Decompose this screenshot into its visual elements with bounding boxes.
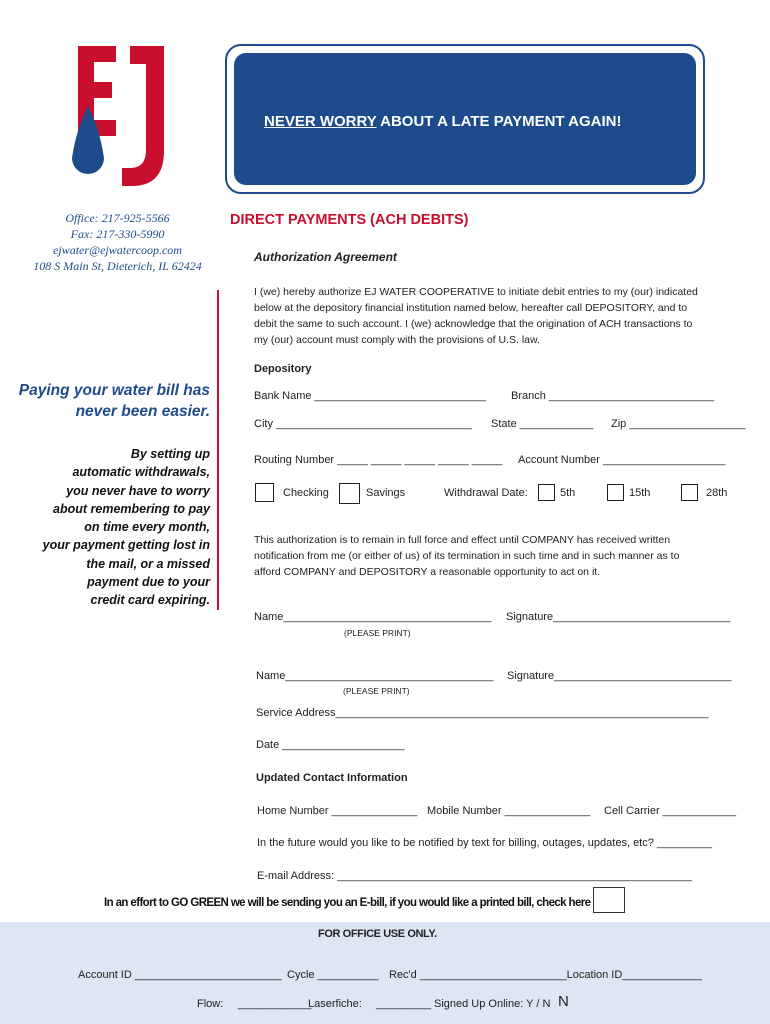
auth-line: my (our) account must comply with the provisions of U.S. law. [254,334,540,346]
pitch-line: credit card expiring. [90,593,210,608]
checking-checkbox[interactable] [255,483,274,502]
email-address: ejwater@ejwatercoop.com [53,243,182,257]
office-phone: Office: 217-925-5566 [65,211,170,225]
flow-field[interactable]: ____________ [238,998,312,1010]
divider-line [217,290,219,610]
terms-line: This authorization is to remain in full force and effect until COMPANY has received written [254,534,671,546]
banner-emphasis: NEVER WORRY [264,113,377,130]
office-use-heading: FOR OFFICE USE ONLY. [318,928,437,940]
form-title: DIRECT PAYMENTS (ACH DEBITS) [230,212,469,228]
account-number-field[interactable]: Account Number ____________________ [518,454,726,466]
pitch-line: automatic withdrawals, [72,465,210,480]
day-15-label: 15th [629,487,651,499]
auth-line: debit the same to such account. I (we) acknowledge that the origination of ACH transactions to [254,318,693,330]
pitch-line: By setting up [130,447,210,461]
ej-water-logo [68,46,168,196]
tagline [10,380,210,422]
mobile-number-field[interactable]: Mobile Number ______________ [427,805,591,817]
account-id-field[interactable]: Account ID ________________________ [78,969,282,981]
banner-rest: ABOUT A LATE PAYMENT AGAIN! [376,113,622,130]
go-green-notice: In an effort to GO GREEN we will be sending you an E-bill, if you would like a printed bill, check here [104,897,591,909]
terms-line: afford COMPANY and DEPOSITORY a reasonable opportunity to act on it. [254,566,601,578]
auth-line: I (we) hereby authorize EJ WATER COOPERATIVE to initiate debit entries to my (our) indicated [254,286,698,298]
routing-number-field[interactable]: Routing Number _____ _____ _____ _____ _____ [254,454,503,466]
bank-name-field[interactable]: Bank Name ____________________________ [254,390,486,402]
flow-label: Flow: [197,998,224,1010]
pitch-line: payment due to your [87,575,210,590]
signature-field-1[interactable]: Signature_____________________________ [506,611,731,623]
laserfiche-field[interactable]: _________ [376,998,432,1010]
day-5-checkbox[interactable] [538,484,555,501]
home-number-field[interactable]: Home Number ______________ [257,805,418,817]
pitch-line: your payment getting lost in [42,538,210,553]
street-address: 108 S Main St, Dieterich, IL 62424 [33,259,202,273]
branch-field[interactable]: Branch ___________________________ [511,390,715,402]
savings-label: Savings [366,487,406,499]
date-field[interactable]: Date ____________________ [256,739,405,751]
tagline-line-1: Paying your water bill has [18,382,210,399]
name-field-2[interactable]: Name__________________________________ [256,670,494,682]
savings-checkbox[interactable] [339,483,360,504]
cycle-field[interactable]: Cycle __________ [287,969,379,981]
auth-paragraph [254,284,754,348]
checking-label: Checking [283,487,329,499]
pitch-line: on time every month, [84,520,210,535]
text-notification-question[interactable]: In the future would you like to be notified by text for billing, outages, updates, etc? _________ [257,837,712,849]
day-28-label: 28th [706,487,728,499]
city-field[interactable]: City ________________________________ [254,418,472,430]
signature-field-2[interactable]: Signature_____________________________ [507,670,732,682]
pitch-line: the mail, or a missed [86,556,210,571]
terms-paragraph [254,532,754,580]
laserfiche-label: Laserfiche: [308,998,362,1010]
pitch-line: you never have to worry [66,483,210,498]
email-address-field[interactable]: E-mail Address: __________________________________________________________ [257,870,692,882]
day-15-checkbox[interactable] [607,484,624,501]
signed-up-online-label: Signed Up Online: Y / N [434,998,551,1010]
depository-heading: Depository [254,363,312,375]
name-field-1[interactable]: Name__________________________________ [254,611,492,623]
day-28-checkbox[interactable] [681,484,698,501]
terms-line: notification from me (or either of us) of its termination in such time and in such manner as to [254,550,680,562]
service-address-field[interactable]: Service Address_____________________________________________________________ [256,707,709,719]
contact-block [20,210,215,274]
recd-location-field[interactable]: Rec'd ________________________Location ID_____________ [389,969,702,981]
banner [225,44,705,194]
tagline-line-2: never been easier. [75,403,210,420]
auth-heading: Authorization Agreement [254,250,397,264]
pitch-line: about remembering to pay [53,501,210,516]
printed-bill-checkbox[interactable] [593,887,625,913]
auth-line: below at the depository financial institution named below, hereafter call DEPOSITORY, and to [254,302,688,314]
please-print-1: (PLEASE PRINT) [344,628,411,638]
zip-field[interactable]: Zip ___________________ [611,418,746,430]
banner-panel [234,53,696,185]
fax-number: Fax: 217-330-5990 [70,227,165,241]
state-field[interactable]: State ____________ [491,418,594,430]
signed-up-online-value: N [558,993,569,1010]
banner-headline [264,113,622,130]
day-5-label: 5th [560,487,576,499]
withdrawal-date-label: Withdrawal Date: [444,487,528,499]
pitch-text [20,445,210,610]
cell-carrier-field[interactable]: Cell Carrier ____________ [604,805,737,817]
please-print-2: (PLEASE PRINT) [343,686,410,696]
contact-info-heading: Updated Contact Information [256,772,408,784]
